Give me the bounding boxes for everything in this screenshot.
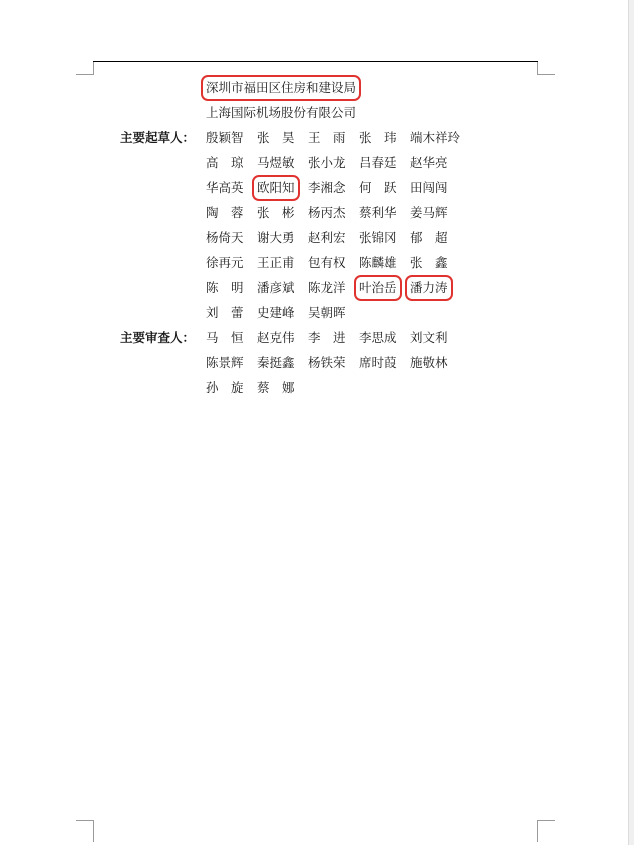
drafter-name: 田闯闯 <box>410 180 448 195</box>
drafter-name: 谢大勇 <box>257 230 295 245</box>
drafter-name: 张 彬 <box>257 205 295 220</box>
reviewer-name: 蔡 娜 <box>257 380 295 395</box>
reviewer-name: 秦挺鑫 <box>257 355 295 370</box>
drafter-name: 张锦冈 <box>359 230 397 245</box>
drafter-name: 杨倚天 <box>206 230 244 245</box>
drafter-name: 史建峰 <box>257 305 295 320</box>
drafter-name: 端木祥玲 <box>410 130 461 145</box>
organization-shenzhen: 深圳市福田区住房和建设局 <box>206 80 357 95</box>
drafter-name: 徐再元 <box>206 255 244 270</box>
reviewer-name: 席时葭 <box>359 355 397 370</box>
drafter-name: 郁 超 <box>410 230 448 245</box>
crop-mark-bottom-left-v <box>93 820 94 842</box>
drafter-name: 马煜敏 <box>257 155 295 170</box>
drafter-name: 华高英 <box>206 180 244 195</box>
drafter-name-highlighted: 潘力涛 <box>410 280 448 295</box>
reviewer-name: 刘文利 <box>410 330 448 345</box>
reviewer-name: 李 进 <box>308 330 346 345</box>
drafter-name-highlighted: 叶治岳 <box>359 280 397 295</box>
drafter-name: 赵利宏 <box>308 230 346 245</box>
drafter-name: 张 玮 <box>359 130 397 145</box>
reviewer-name: 赵克伟 <box>257 330 295 345</box>
crop-mark-top-right <box>538 74 555 75</box>
drafter-name: 何 跃 <box>359 180 397 195</box>
drafter-name: 赵华亮 <box>410 155 448 170</box>
drafter-name: 刘 蕾 <box>206 305 244 320</box>
drafter-name-highlighted: 欧阳知 <box>257 180 295 195</box>
reviewer-name: 杨铁荣 <box>308 355 346 370</box>
drafter-name: 陶 蓉 <box>206 205 244 220</box>
header-rule <box>93 61 538 62</box>
drafter-name: 王 雨 <box>308 130 346 145</box>
reviewer-name: 孙 旋 <box>206 380 244 395</box>
drafter-name: 张 昊 <box>257 130 295 145</box>
crop-mark-bottom-right-v <box>537 820 538 842</box>
scrollbar-edge <box>628 0 634 845</box>
drafter-name: 蔡利华 <box>359 205 397 220</box>
crop-mark-top-left-v <box>93 62 94 75</box>
reviewer-name: 施敬林 <box>410 355 448 370</box>
crop-mark-bottom-left <box>76 820 93 821</box>
drafter-name: 吴朝晖 <box>308 305 346 320</box>
reviewer-name: 李思成 <box>359 330 397 345</box>
drafter-name: 高 琼 <box>206 155 244 170</box>
drafter-name: 陈 明 <box>206 280 244 295</box>
drafter-name: 包有权 <box>308 255 346 270</box>
reviewers-label: 主要审查人： <box>120 330 196 345</box>
drafters-label: 主要起草人： <box>120 130 196 145</box>
crop-mark-top-left <box>76 74 93 75</box>
crop-mark-top-right-v <box>537 62 538 75</box>
drafter-name: 杨丙杰 <box>308 205 346 220</box>
drafter-name: 王正甫 <box>257 255 295 270</box>
drafter-name: 潘彦斌 <box>257 280 295 295</box>
drafter-name: 殷颖智 <box>206 130 244 145</box>
drafter-name: 张小龙 <box>308 155 346 170</box>
crop-mark-bottom-right <box>538 820 555 821</box>
drafter-name: 吕春廷 <box>359 155 397 170</box>
drafter-name: 陈龙洋 <box>308 280 346 295</box>
drafter-name: 姜马辉 <box>410 205 448 220</box>
drafter-name: 张 鑫 <box>410 255 448 270</box>
drafter-name: 李湘念 <box>308 180 346 195</box>
drafter-name: 陈麟雄 <box>359 255 397 270</box>
reviewer-name: 陈景辉 <box>206 355 244 370</box>
reviewer-name: 马 恒 <box>206 330 244 345</box>
organization-shanghai: 上海国际机场股份有限公司 <box>206 105 357 120</box>
